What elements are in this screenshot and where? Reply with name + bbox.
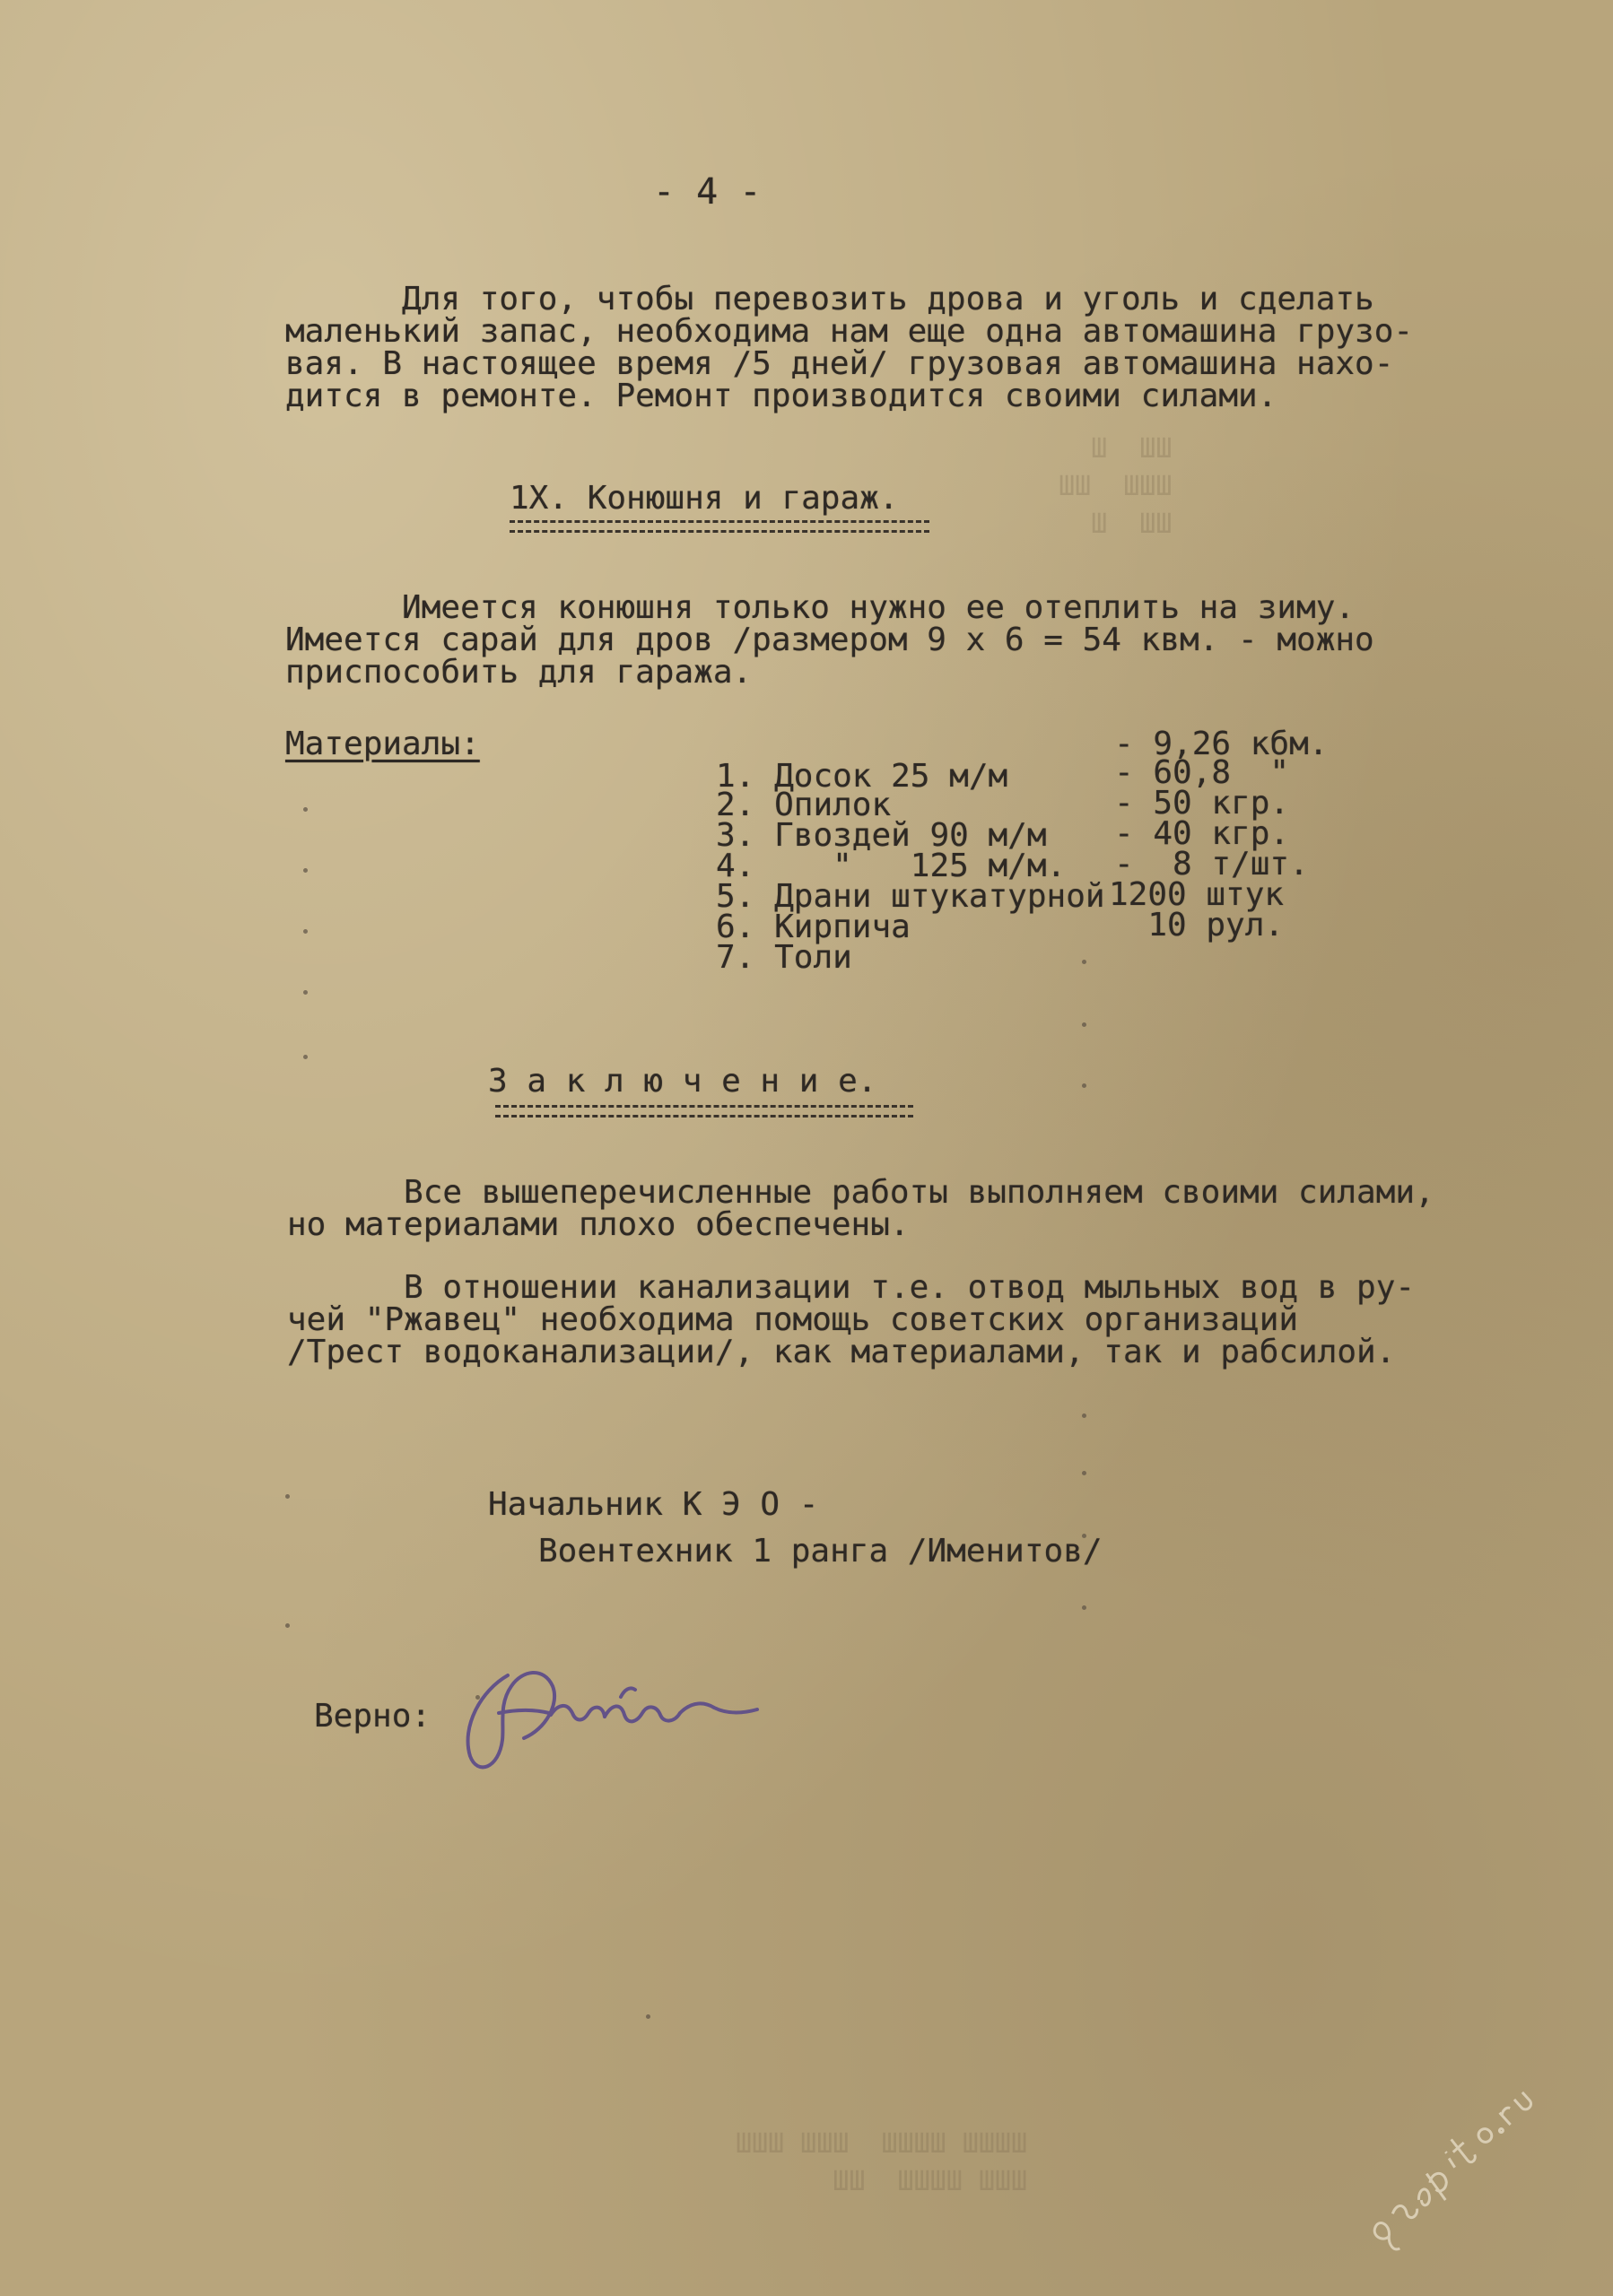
stray-dot (303, 1055, 308, 1059)
material-number: 1. (716, 758, 755, 795)
material-number: 4. (716, 848, 755, 884)
stray-dot (285, 1623, 290, 1628)
section-ix-heading: 1Х. Конюшня и гараж. (510, 480, 899, 517)
material-name: Опилок (774, 787, 892, 823)
material-quantity: - 60,8 " (1114, 754, 1290, 791)
material-name: Досок 25 м/м (774, 758, 1008, 795)
material-item (599, 909, 852, 1006)
conclusion-paragraph-1 (287, 1174, 1434, 1243)
material-number: 3. (716, 817, 755, 854)
material-number: 5. (716, 878, 755, 915)
conclusion-paragraph-2 (287, 1269, 1416, 1370)
handwritten-signature (445, 1650, 768, 1785)
bleed-through-texture-lower: ШШШШ ШШШШ ШШШ ШШШ ШШШ ШШШШ ШШ (736, 2128, 1028, 2197)
stray-dot (1082, 1413, 1086, 1418)
stray-dot (1082, 1471, 1086, 1475)
stray-dot (1082, 1605, 1086, 1610)
material-quantity: - 8 т/шт. (1114, 846, 1309, 883)
material-quantity: - 9,26 кбм. (1114, 726, 1329, 762)
signatory-rank-name: Воентехник 1 ранга /Именитов/ (538, 1533, 1103, 1570)
stray-dot (1082, 960, 1086, 964)
section-ix-underline (510, 520, 929, 533)
material-quantity: 1200 штук (1109, 876, 1285, 913)
material-number: 2. (716, 787, 755, 823)
intro-line: маленький запас, необходима нам еще одна автомашина грузо- (285, 313, 1414, 350)
stray-dot (303, 868, 308, 873)
conclusion-line: /Трест водоканализации/, как материалами, так и рабсилой. (287, 1334, 1396, 1370)
stray-dot (303, 990, 308, 995)
stray-dot (303, 929, 308, 934)
material-name: Толи (774, 939, 852, 976)
conclusion-line: В отношении канализации т.е. отвод мыльных вод в ру- (287, 1269, 1416, 1306)
conclusion-line: чей "Ржавец" необходима помощь советских организаций (287, 1301, 1299, 1338)
materials-label: Материалы: (285, 726, 480, 762)
bleed-through-texture: ШШ Ш ШШШ ШШ ШШ Ш (1059, 433, 1173, 540)
intro-line: дится в ремонте. Ремонт производится своими силами. (285, 378, 1277, 414)
material-name: Кирпича (774, 909, 911, 945)
section-ix-line: Имеется сарай для дров /размером 9 х 6 = 54 квм. - можно (285, 622, 1374, 658)
stray-dot (1082, 1083, 1086, 1088)
material-number: 7. (716, 939, 755, 976)
stray-dot (285, 1494, 290, 1499)
conclusion-line: Все вышеперечисленные работы выполняем своими силами, (287, 1174, 1434, 1211)
intro-line: Для того, чтобы перевозить дрова и уголь и сделать (285, 281, 1374, 317)
section-ix-line: приспособить для гаража. (285, 654, 753, 691)
conclusion-line: но материалами плохо обеспечены. (287, 1206, 910, 1243)
attestation-label: Верно: (314, 1698, 432, 1735)
intro-line: вая. В настоящее время /5 дней/ грузовая автомашина нахо- (285, 345, 1394, 382)
material-quantity: 10 рул. (1109, 907, 1285, 944)
signatory-title: Начальник К Э О - (488, 1486, 819, 1523)
watermark (1328, 2063, 1597, 2278)
conclusion-heading: З а к л ю ч е н и е. (488, 1063, 877, 1100)
material-number: 6. (716, 909, 755, 945)
stray-dot (1082, 1022, 1086, 1027)
material-name: Драни штукатурной (774, 878, 1105, 915)
material-name: Гвоздей 90 м/м (774, 817, 1047, 854)
section-ix-line: Имеется конюшня только нужно ее отеплить на зиму. (285, 589, 1356, 626)
material-name: " 125 м/м. (774, 848, 1067, 884)
conclusion-underline (495, 1105, 913, 1118)
section-ix-paragraph (285, 589, 1374, 691)
stray-dot (646, 2014, 650, 2019)
intro-paragraph (285, 283, 1413, 413)
stray-dot (303, 807, 308, 812)
page-number: - 4 - (653, 171, 762, 213)
material-quantity: - 40 кгр. (1114, 815, 1290, 852)
material-quantity: - 50 кгр. (1114, 785, 1290, 822)
